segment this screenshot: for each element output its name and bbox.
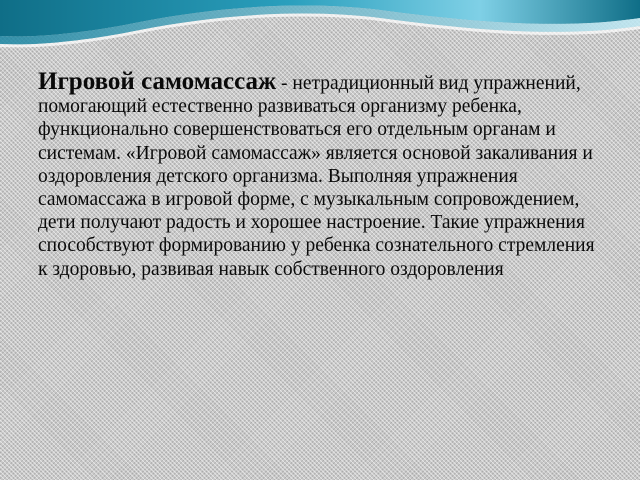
slide-paragraph bbox=[38, 70, 606, 281]
header-wave-decoration bbox=[0, 0, 640, 60]
definition-text: - нетрадиционный вид упражнений, помогающий естественно развиваться организму ребенка, функционально совершенствоваться его отдельным органам и системам. «Игровой самомассаж» является основой закаливания и оздоровления детского организма. Выполняя упражнения самомассажа в игровой форме, с музыкальным сопровождением, дети получают радость и хорошее настроение. Такие упражнения способствуют формированию у ребенка сознательного стремления к здоровью, развивая навык собственного оздоровления bbox=[38, 73, 595, 280]
term-heading: Игровой самомассаж bbox=[38, 68, 277, 95]
